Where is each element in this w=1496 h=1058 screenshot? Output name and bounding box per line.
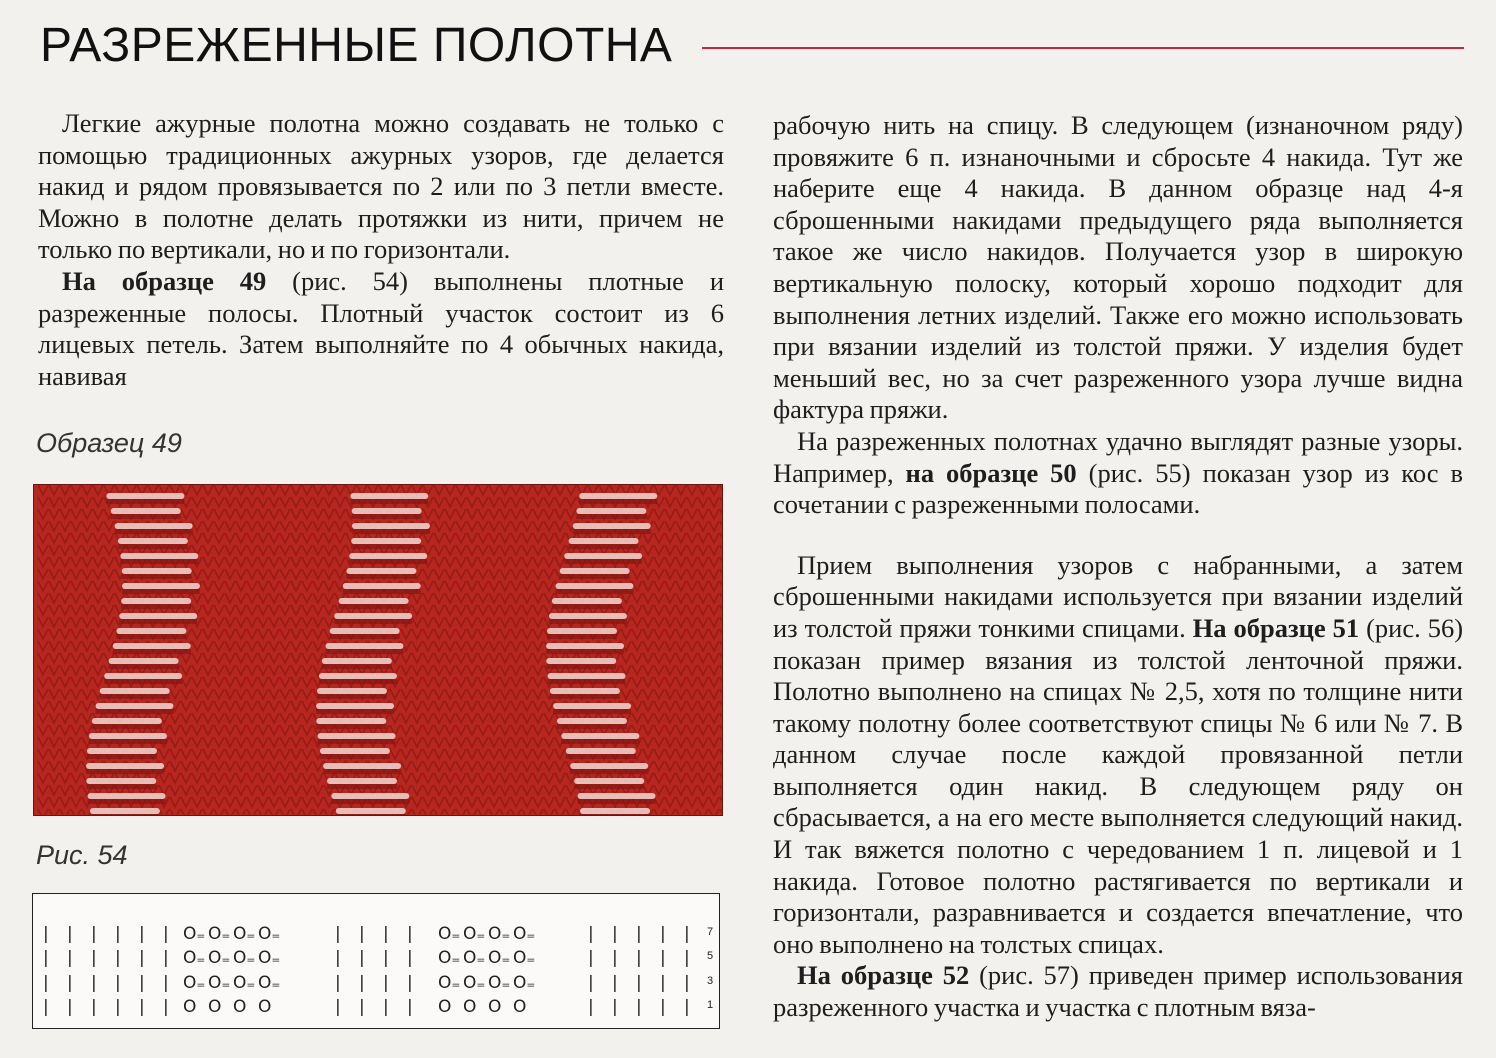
yarn-over-symbol: O₌	[208, 973, 231, 993]
yarn-over-symbol: O₌	[438, 948, 461, 968]
yarn-over-symbol: O₌	[183, 973, 206, 993]
purl-symbol: |	[91, 997, 97, 1017]
yarn-over-symbol: O₌	[463, 973, 486, 993]
right-column	[773, 110, 1463, 1024]
purl-symbol: |	[91, 973, 97, 993]
purl-symbol: |	[67, 924, 73, 944]
purl-symbol: |	[139, 924, 145, 944]
purl-symbol: |	[383, 924, 389, 944]
row-number: 1	[707, 999, 714, 1011]
purl-symbol: |	[684, 997, 690, 1017]
yarn-over-symbol: O₌	[233, 948, 256, 968]
purl-symbol: |	[660, 948, 666, 968]
purl-symbol: |	[115, 924, 121, 944]
sample49-paragraph	[38, 266, 724, 392]
yarn-over-symbol: O₌	[233, 924, 256, 944]
yarn-over-symbol: O	[183, 997, 197, 1017]
sample50-paragraph	[773, 426, 1463, 521]
purl-symbol: |	[67, 948, 73, 968]
purl-symbol: |	[684, 924, 690, 944]
purl-symbol: |	[660, 997, 666, 1017]
chart-row-1	[43, 997, 715, 1017]
yarn-over-symbol: O	[488, 997, 502, 1017]
intro-paragraph	[38, 108, 724, 266]
purl-symbol: |	[636, 924, 642, 944]
purl-symbol: |	[612, 948, 618, 968]
purl-symbol: |	[43, 997, 49, 1017]
purl-symbol: |	[163, 997, 169, 1017]
purl-symbol: |	[163, 948, 169, 968]
purl-symbol: |	[115, 948, 121, 968]
sample52-paragraph	[773, 960, 1463, 1023]
chart-row-3	[43, 973, 715, 993]
sample49-text: (рис. 54) выполнены плотные и разреженные полосы. Плотный участок состоит из 6 лицевых петель. Затем выполняйте по 4 обычных накида, навивая	[38, 265, 724, 391]
purl-symbol: |	[91, 948, 97, 968]
sample51-paragraph	[773, 550, 1463, 961]
purl-symbol: |	[335, 924, 341, 944]
purl-symbol: |	[588, 997, 594, 1017]
purl-symbol: |	[43, 948, 49, 968]
purl-symbol: |	[636, 997, 642, 1017]
intro-text: Легкие ажурные полотна можно создавать не только с помощью традиционных ажурных узоров, где делается накид и рядом провязывается по 2 или по 3 петли вместе. Можно в полотне делать протяжки из нити, причем не только по вертикали, но и по горизонтали.	[38, 108, 724, 265]
yarn-over-symbol: O	[438, 997, 452, 1017]
purl-symbol: |	[359, 997, 365, 1017]
purl-symbol: |	[612, 997, 618, 1017]
purl-symbol: |	[163, 924, 169, 944]
purl-symbol: |	[684, 948, 690, 968]
purl-symbol: |	[359, 924, 365, 944]
sample49-ref: На образце 49	[62, 265, 267, 296]
purl-symbol: |	[359, 948, 365, 968]
purl-symbol: |	[636, 948, 642, 968]
sample52-text: (рис. 57) приведен пример использования разреженного участка и участка с плотным вяза-	[773, 960, 1463, 1023]
purl-symbol: |	[407, 924, 413, 944]
purl-symbol: |	[67, 997, 73, 1017]
yarn-over-symbol: O₌	[233, 973, 256, 993]
purl-symbol: |	[335, 973, 341, 993]
purl-symbol: |	[383, 948, 389, 968]
sample50-text-b: (рис. 55) показан узор из кос в сочетании с разреженными полосами.	[773, 457, 1463, 520]
chart-row-5	[43, 948, 715, 968]
row-number: 5	[707, 950, 714, 962]
sample51-ref: На образце 51	[1192, 612, 1360, 643]
sample50-ref: на образце 50	[905, 457, 1077, 488]
page-title: РАЗРЕЖЕННЫЕ ПОЛОТНА	[40, 19, 673, 72]
purl-symbol: |	[335, 948, 341, 968]
purl-symbol: |	[588, 948, 594, 968]
yarn-over-symbol: O₌	[438, 924, 461, 944]
sample50-text-a: На разреженных полотнах удачно выглядят разные узоры. Например,	[773, 425, 1463, 488]
yarn-over-symbol: O₌	[208, 924, 231, 944]
purl-symbol: |	[407, 948, 413, 968]
yarn-over-symbol: O₌	[488, 948, 511, 968]
yarn-over-symbol: O₌	[258, 973, 281, 993]
purl-symbol: |	[636, 973, 642, 993]
chart-row-7	[43, 924, 715, 944]
purl-symbol: |	[335, 997, 341, 1017]
sample51-text-a: Прием выполнения узоров с набранными, а затем сброшенными накидами используется при вязании изделий из толстой пряжи тонкими спицами.	[773, 549, 1463, 643]
yarn-over-symbol: O	[463, 997, 477, 1017]
sample51-text-b: (рис. 56) показан пример вязания из толстой ленточной пряжи. Полотно выполнено на спицах № 2,5, хотя по толщине нити такому полотну более соответствуют спицы № 6 или № 7. В данном случае после каждой провязанной петли выполняется один накид. В следующем ряду он сбрасывается, а на его месте выполняется следующий накид. И так вяжется полотно с чередованием 1 п. лицевой и 1 накида. Готовое полотно растягивается по вертикали и горизонтали, разравнивается и создается впечатление, что оно выполнено на толстых спицах.	[773, 612, 1464, 959]
purl-symbol: |	[383, 997, 389, 1017]
yarn-over-symbol: O	[208, 997, 222, 1017]
row-number: 7	[707, 926, 714, 938]
purl-symbol: |	[588, 973, 594, 993]
yarn-over-symbol: O₌	[488, 924, 511, 944]
yarn-over-symbol: O₌	[438, 973, 461, 993]
purl-symbol: |	[43, 924, 49, 944]
yarn-over-symbol: O	[233, 997, 247, 1017]
figure-caption: Рис. 54	[36, 840, 128, 870]
yarn-over-symbol: O₌	[488, 973, 511, 993]
purl-symbol: |	[407, 973, 413, 993]
sample-caption: Образец 49	[36, 428, 182, 458]
purl-symbol: |	[359, 973, 365, 993]
purl-symbol: |	[660, 924, 666, 944]
purl-symbol: |	[139, 997, 145, 1017]
yarn-over-symbol: O₌	[183, 924, 206, 944]
yarn-over-symbol: O₌	[258, 948, 281, 968]
left-column	[38, 108, 724, 392]
purl-symbol: |	[139, 973, 145, 993]
purl-symbol: |	[115, 973, 121, 993]
purl-symbol: |	[383, 973, 389, 993]
yarn-over-symbol: O₌	[513, 924, 536, 944]
yarn-over-symbol: O₌	[183, 948, 206, 968]
title-rule	[702, 47, 1464, 49]
purl-symbol: |	[163, 973, 169, 993]
yarn-over-symbol: O₌	[208, 948, 231, 968]
yarn-over-symbol: O₌	[513, 973, 536, 993]
purl-symbol: |	[139, 948, 145, 968]
purl-symbol: |	[67, 973, 73, 993]
row-number: 3	[707, 975, 714, 987]
purl-symbol: |	[660, 973, 666, 993]
purl-symbol: |	[43, 973, 49, 993]
yarn-over-symbol: O₌	[463, 948, 486, 968]
knitted-sample-photo	[33, 484, 723, 816]
yarn-over-symbol: O	[513, 997, 527, 1017]
knit-texture	[34, 485, 722, 815]
yarn-over-symbol: O₌	[258, 924, 281, 944]
purl-symbol: |	[684, 973, 690, 993]
yarn-over-symbol: O₌	[513, 948, 536, 968]
yarn-over-symbol: O	[258, 997, 272, 1017]
purl-symbol: |	[407, 997, 413, 1017]
yarn-over-symbol: O₌	[463, 924, 486, 944]
purl-symbol: |	[588, 924, 594, 944]
purl-symbol: |	[91, 924, 97, 944]
sample52-ref: На образце 52	[797, 960, 970, 991]
purl-symbol: |	[612, 924, 618, 944]
purl-symbol: |	[612, 973, 618, 993]
knitting-chart	[32, 893, 720, 1029]
continuation-paragraph: рабочую нить на спицу. В следующем (изнаночном ряду) провяжите 6 п. изнаночными и сбросьте 4 накида. Тут же наберите еще 4 накида. В данном образце над 4-я сброшенными накидами предыдущего ряда выполняется такое же число накидов. Получается узор в широкую вертикальную полоску, который хорошо подходит для выполнения летних изделий. Также его можно использовать при вязании изделий из толстой пряжи. У изделия будет меньший вес, но за счет разреженного узора лучше видна фактура пряжи.	[773, 110, 1463, 425]
purl-symbol: |	[115, 997, 121, 1017]
